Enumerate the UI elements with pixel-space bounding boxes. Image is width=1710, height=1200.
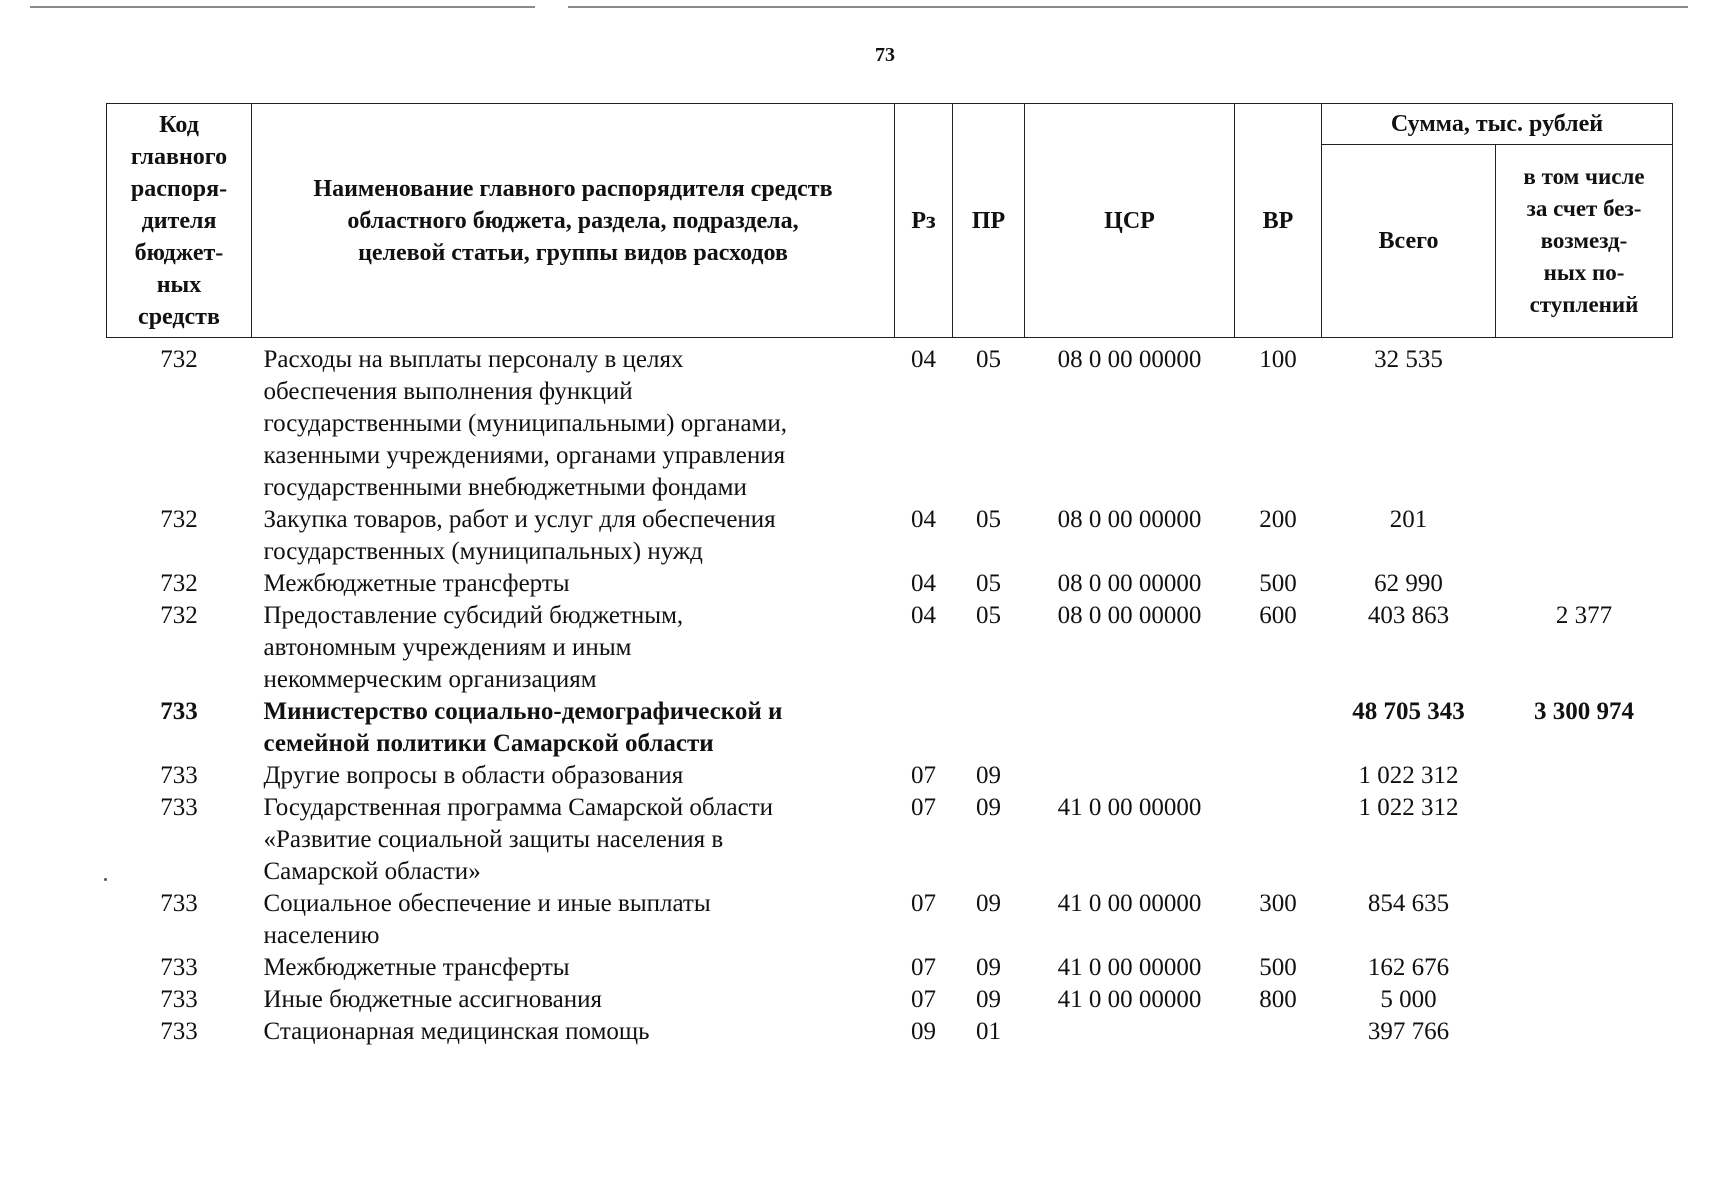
cell-pr: 05	[976, 506, 1001, 533]
cell-code: 732	[160, 346, 198, 373]
cell-code: 733	[160, 954, 198, 981]
cell-csr	[1025, 1016, 1235, 1048]
table-row	[107, 984, 1673, 1016]
cell-vr: 500	[1259, 954, 1297, 981]
table-row	[107, 568, 1673, 600]
cell-pr: 09	[976, 954, 1001, 981]
scan-edge-right	[568, 6, 1688, 8]
table-row	[107, 952, 1673, 984]
cell-vr	[1235, 1016, 1322, 1048]
cell-csr: 41 0 00 00000	[1057, 794, 1202, 821]
budget-table	[106, 103, 1673, 1048]
cell-name: Иные бюджетные ассигнования	[263, 986, 603, 1013]
cell-name: Стационарная медицинская помощь	[263, 1018, 650, 1045]
cell-rz: 04	[911, 602, 936, 629]
cell-vr: 600	[1259, 602, 1297, 629]
cell-csr: 08 0 00 00000	[1057, 346, 1202, 373]
cell-csr: 41 0 00 00000	[1057, 986, 1202, 1013]
table-row	[107, 888, 1673, 952]
cell-csr: 41 0 00 00000	[1057, 890, 1202, 917]
cell-csr	[1025, 760, 1235, 792]
table-row	[107, 792, 1673, 888]
cell-code: 733	[160, 794, 198, 821]
table-row	[107, 338, 1673, 505]
table-body	[107, 338, 1673, 1049]
cell-rz: 07	[911, 890, 936, 917]
cell-code: 732	[160, 602, 198, 629]
header-gratuitous: в том числе за счет без- возмезд- ных по- ступлений	[1496, 145, 1673, 338]
cell-pr: 05	[976, 346, 1001, 373]
cell-total: 1 022 312	[1358, 794, 1459, 821]
cell-code: 732	[160, 570, 198, 597]
cell-gratuitous	[1496, 888, 1673, 952]
cell-name: Государственная программа Самарской области «Развитие социальной защиты населения в Самарской области»	[263, 794, 773, 885]
scan-edge-left	[30, 6, 535, 8]
cell-rz	[895, 696, 953, 760]
cell-vr: 500	[1259, 570, 1297, 597]
cell-pr: 09	[976, 986, 1001, 1013]
cell-pr: 05	[976, 570, 1001, 597]
header-sum-title: Сумма, тыс. рублей	[1322, 104, 1673, 145]
cell-rz: 09	[911, 1018, 936, 1045]
cell-name: Предоставление субсидий бюджетным, автономным учреждениям и иным некоммерческим организациям	[263, 602, 684, 693]
cell-code: 733	[160, 986, 198, 1013]
table-row	[107, 504, 1673, 568]
cell-gratuitous	[1496, 792, 1673, 888]
cell-vr	[1235, 792, 1322, 888]
cell-csr: 08 0 00 00000	[1057, 506, 1202, 533]
header-rz: Рз	[895, 104, 953, 338]
cell-vr: 100	[1259, 346, 1297, 373]
cell-code: 733	[160, 890, 198, 917]
cell-rz: 07	[911, 762, 936, 789]
cell-pr: 09	[976, 762, 1001, 789]
cell-pr: 05	[976, 602, 1001, 629]
cell-rz: 07	[911, 794, 936, 821]
cell-pr: 09	[976, 890, 1001, 917]
cell-name: Межбюджетные трансферты	[263, 954, 570, 981]
cell-rz: 04	[911, 346, 936, 373]
cell-gratuitous: 2 377	[1555, 602, 1613, 629]
cell-name: Другие вопросы в области образования	[263, 762, 684, 789]
cell-total: 201	[1389, 506, 1428, 533]
cell-name: Закупка товаров, работ и услуг для обеспечения государственных (муниципальных) нужд	[263, 506, 776, 565]
cell-pr	[953, 696, 1025, 760]
cell-vr: 800	[1259, 986, 1297, 1013]
cell-code: 732	[160, 506, 198, 533]
cell-total: 5 000	[1380, 986, 1437, 1013]
cell-total: 162 676	[1367, 954, 1450, 981]
cell-gratuitous	[1496, 952, 1673, 984]
cell-gratuitous	[1496, 504, 1673, 568]
cell-csr: 41 0 00 00000	[1057, 954, 1202, 981]
cell-total: 62 990	[1374, 570, 1443, 597]
cell-pr: 09	[976, 794, 1001, 821]
header-name: Наименование главного распорядителя средств областного бюджета, раздела, подраздела, целевой статьи, группы видов расходов	[252, 104, 895, 338]
cell-rz: 07	[911, 986, 936, 1013]
cell-code: 733	[160, 698, 198, 725]
cell-gratuitous	[1496, 568, 1673, 600]
table-row	[107, 760, 1673, 792]
table-row	[107, 696, 1673, 760]
cell-total: 854 635	[1367, 890, 1450, 917]
cell-vr	[1235, 696, 1322, 760]
table-row	[107, 1016, 1673, 1048]
table-row	[107, 600, 1673, 696]
cell-vr: 200	[1259, 506, 1297, 533]
cell-csr: 08 0 00 00000	[1057, 602, 1202, 629]
cell-total: 403 863	[1367, 602, 1450, 629]
cell-gratuitous	[1496, 760, 1673, 792]
cell-code: 733	[160, 762, 198, 789]
cell-total: 1 022 312	[1358, 762, 1459, 789]
cell-total: 32 535	[1374, 346, 1443, 373]
cell-csr	[1025, 696, 1235, 760]
cell-code: 733	[160, 1018, 198, 1045]
cell-vr	[1235, 760, 1322, 792]
cell-rz: 04	[911, 570, 936, 597]
cell-total: 48 705 343	[1352, 698, 1465, 725]
cell-gratuitous: 3 300 974	[1534, 698, 1634, 725]
cell-name: Социальное обеспечение и иные выплаты населению	[263, 890, 711, 949]
cell-name: Расходы на выплаты персоналу в целях обеспечения выполнения функций государственными (муниципальными) органами, казенными учреждениями, органами управления государственными внебюджетными фондами	[263, 346, 787, 501]
cell-gratuitous	[1496, 1016, 1673, 1048]
cell-total: 397 766	[1367, 1018, 1450, 1045]
scan-speck	[104, 878, 107, 881]
page-number: 73	[875, 44, 895, 66]
header-csr: ЦСР	[1025, 104, 1235, 338]
cell-rz: 07	[911, 954, 936, 981]
cell-name: Межбюджетные трансферты	[263, 570, 570, 597]
header-total: Всего	[1322, 145, 1496, 338]
cell-rz: 04	[911, 506, 936, 533]
header-vr: ВР	[1235, 104, 1322, 338]
cell-gratuitous	[1496, 338, 1673, 505]
table-header	[107, 104, 1673, 338]
cell-gratuitous	[1496, 984, 1673, 1016]
cell-csr: 08 0 00 00000	[1057, 570, 1202, 597]
header-code: Код главного распоря- дителя бюджет- ных средств	[107, 104, 252, 338]
header-pr: ПР	[953, 104, 1025, 338]
cell-name: Министерство социально-демографической и семейной политики Самарской области	[263, 698, 783, 757]
cell-pr: 01	[976, 1018, 1001, 1045]
cell-vr: 300	[1259, 890, 1297, 917]
